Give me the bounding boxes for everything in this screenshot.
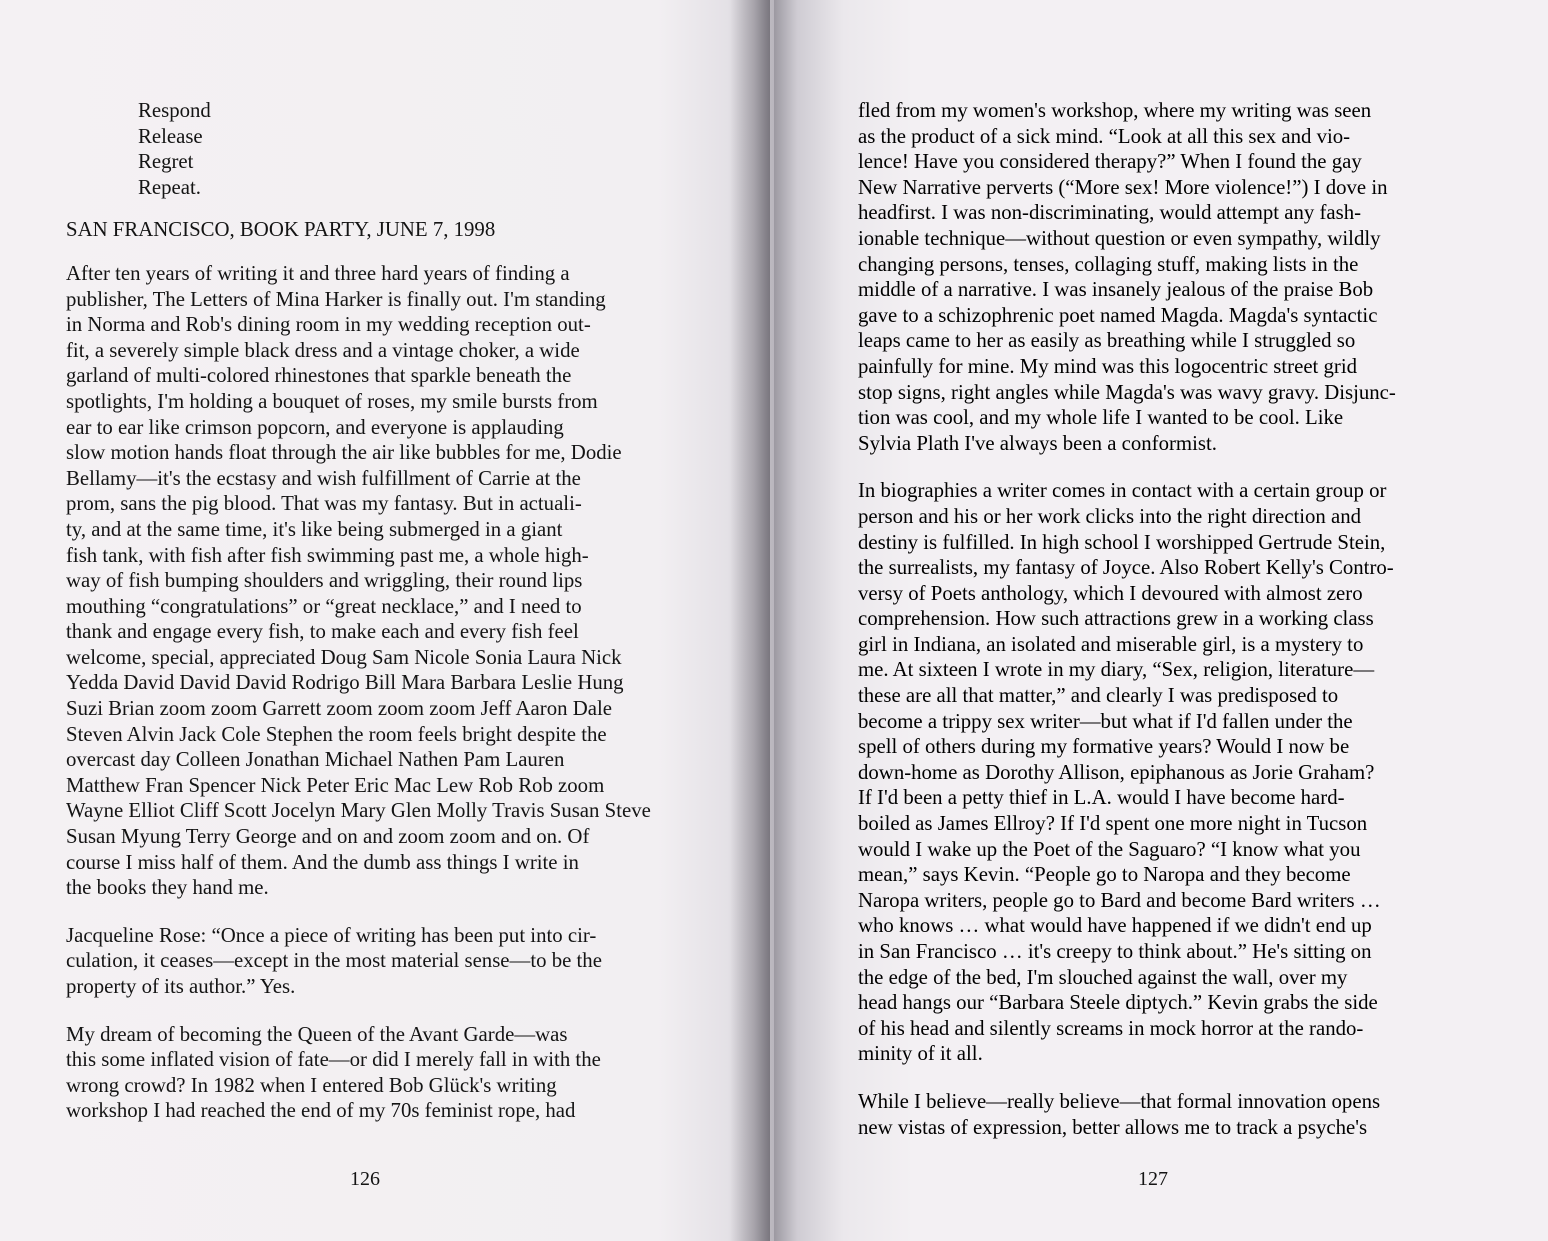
text-line: publisher, The Letters of Mina Harker is finally out. I'm standing — [66, 287, 606, 311]
paragraph — [858, 1089, 1458, 1140]
text-line: Suzi Brian zoom zoom Garrett zoom zoom zoom Jeff Aaron Dale — [66, 697, 612, 721]
list-item: Release — [138, 124, 203, 148]
text-line: comprehension. How such attractions grew in a working class — [858, 607, 1374, 631]
text-line: ionable technique—without question or even sympathy, wildly — [858, 226, 1381, 250]
text-line: stop signs, right angles while Magda's was wavy gravy. Disjunc- — [858, 380, 1396, 404]
text-line: New Narrative perverts (“More sex! More violence!”) I dove in — [858, 175, 1388, 199]
text-line: culation, it ceases—except in the most material sense—to be the — [66, 949, 602, 973]
text-line: of his head and silently screams in mock horror at the rando- — [858, 1016, 1364, 1040]
text-line: would I wake up the Poet of the Saguaro? “I know what you — [858, 837, 1361, 861]
text-line: prom, sans the pig blood. That was my fantasy. But in actuali- — [66, 492, 582, 516]
paragraph — [66, 261, 666, 901]
text-line: mouthing “congratulations” or “great necklace,” and I need to — [66, 594, 582, 618]
text-line: spotlights, I'm holding a bouquet of roses, my smile bursts from — [66, 389, 598, 413]
text-line: Steven Alvin Jack Cole Stephen the room feels bright despite the — [66, 722, 607, 746]
text-line: Wayne Elliot Cliff Scott Jocelyn Mary Glen Molly Travis Susan Steve — [66, 799, 651, 823]
text-line: painfully for mine. My mind was this logocentric street grid — [858, 354, 1358, 378]
page-number-left: 126 — [350, 1168, 380, 1190]
text-line: way of fish bumping shoulders and wriggling, their round lips — [66, 569, 583, 593]
list-item: Regret — [138, 150, 194, 174]
text-line: Yedda David David David Rodrigo Bill Mara Barbara Leslie Hung — [66, 671, 624, 695]
text-line: Naropa writers, people go to Bard and become Bard writers … — [858, 888, 1381, 912]
text-line: the books they hand me. — [66, 876, 269, 900]
text-line: After ten years of writing it and three hard years of finding a — [66, 261, 570, 285]
text-line: versy of Poets anthology, which I devoured with almost zero — [858, 581, 1363, 605]
text-line: Jacqueline Rose: “Once a piece of writing has been put into cir- — [66, 923, 597, 947]
text-line: lence! Have you considered therapy?” When I found the gay — [858, 150, 1362, 174]
text-line: these are all that matter,” and clearly I was predisposed to — [858, 684, 1339, 708]
text-line: property of its author.” Yes. — [66, 975, 296, 998]
text-line: tion was cool, and my whole life I wanted to be cool. Like — [858, 406, 1344, 430]
text-line: fish tank, with fish after fish swimming past me, a whole high- — [66, 543, 589, 567]
text-line: gave to a schizophrenic poet named Magda. Magda's syntactic — [858, 303, 1378, 327]
text-line: down-home as Dorothy Allison, epiphanous as Jorie Graham? — [858, 760, 1375, 784]
text-line: leaps came to her as easily as breathing while I struggled so — [858, 329, 1356, 353]
text-line: ear to ear like crimson popcorn, and everyone is applauding — [66, 415, 564, 439]
page-number-right: 127 — [1138, 1168, 1168, 1190]
text-line: middle of a narrative. I was insanely jealous of the praise Bob — [858, 278, 1374, 302]
text-line: If I'd been a petty thief in L.A. would I have become hard- — [858, 786, 1345, 810]
text-line: overcast day Colleen Jonathan Michael Nathen Pam Lauren — [66, 748, 565, 772]
text-line: the surrealists, my fantasy of Joyce. Also Robert Kelly's Contro- — [858, 556, 1394, 580]
book-gutter-shadow — [730, 0, 770, 1241]
text-line: minity of it all. — [858, 1042, 983, 1066]
left-paragraphs — [66, 261, 666, 1124]
text-line: person and his or her work clicks into the right direction and — [858, 504, 1362, 528]
paragraph — [858, 478, 1458, 1067]
text-line: fled from my women's workshop, where my writing was seen — [858, 99, 1372, 122]
text-line: course I miss half of them. And the dumb ass things I write in — [66, 850, 579, 874]
right-page-text — [858, 98, 1458, 1162]
text-line: head hangs our “Barbara Steele diptych.” Kevin grabs the side — [858, 991, 1378, 1015]
text-line: become a trippy sex writer—but what if I'd fallen under the — [858, 709, 1353, 733]
paragraph — [66, 923, 666, 1000]
text-line: welcome, special, appreciated Doug Sam Nicole Sonia Laura Nick — [66, 645, 622, 669]
text-line: in Norma and Rob's dining room in my wedding reception out- — [66, 313, 591, 337]
left-page-text — [66, 98, 666, 1146]
text-line: thank and engage every fish, to make each and every fish feel — [66, 620, 579, 644]
text-line: Matthew Fran Spencer Nick Peter Eric Mac Lew Rob Rob zoom — [66, 773, 605, 797]
text-line: changing persons, tenses, collaging stuff, making lists in the — [858, 252, 1359, 276]
text-line: slow motion hands float through the air like bubbles for me, Dodie — [66, 441, 622, 465]
text-line: boiled as James Ellroy? If I'd spent one more night in Tucson — [858, 812, 1368, 836]
text-line: fit, a severely simple black dress and a vintage choker, a wide — [66, 338, 580, 362]
paragraph — [66, 1022, 666, 1124]
right-paragraphs — [858, 98, 1458, 1140]
text-line: ty, and at the same time, it's like being submerged in a giant — [66, 517, 563, 541]
text-line: Bellamy—it's the ecstasy and wish fulfillment of Carrie at the — [66, 466, 581, 490]
text-line: this some inflated vision of fate—or did I merely fall in with the — [66, 1048, 601, 1072]
text-line: as the product of a sick mind. “Look at all this sex and vio- — [858, 124, 1351, 148]
text-line: In biographies a writer comes in contact with a certain group or — [858, 479, 1387, 503]
verse-list — [66, 98, 666, 200]
text-line: Susan Myung Terry George and on and zoom zoom and on. Of — [66, 825, 590, 849]
text-line: workshop I had reached the end of my 70s feminist rope, had — [66, 1099, 576, 1123]
text-line: who knows … what would have happened if we didn't end up — [858, 914, 1372, 938]
text-line: destiny is fulfilled. In high school I worshipped Gertrude Stein, — [858, 530, 1386, 554]
paragraph — [858, 98, 1458, 456]
text-line: girl in Indiana, an isolated and miserable girl, is a mystery to — [858, 632, 1364, 656]
section-heading: SAN FRANCISCO, BOOK PARTY, JUNE 7, 1998 — [66, 218, 496, 242]
text-line: in San Francisco … it's creepy to think about.” He's sitting on — [858, 940, 1372, 963]
text-line: spell of others during my formative years? Would I now be — [858, 735, 1350, 759]
list-item: Respond — [138, 99, 211, 122]
text-line: new vistas of expression, better allows me to track a psyche's — [858, 1115, 1368, 1139]
text-line: Sylvia Plath I've always been a conformist. — [858, 431, 1217, 455]
text-line: headfirst. I was non-discriminating, would attempt any fash- — [858, 201, 1362, 225]
text-line: mean,” says Kevin. “People go to Naropa and they become — [858, 863, 1351, 887]
list-item: Repeat. — [138, 175, 201, 199]
text-line: While I believe—really believe—that formal innovation opens — [858, 1089, 1381, 1113]
text-line: me. At sixteen I wrote in my diary, “Sex, religion, literature— — [858, 658, 1375, 682]
text-line: the edge of the bed, I'm slouched against the wall, over my — [858, 965, 1348, 989]
text-line: garland of multi-colored rhinestones that sparkle beneath the — [66, 364, 572, 388]
text-line: wrong crowd? In 1982 when I entered Bob Glück's writing — [66, 1073, 557, 1097]
text-line: My dream of becoming the Queen of the Avant Garde—was — [66, 1022, 568, 1046]
